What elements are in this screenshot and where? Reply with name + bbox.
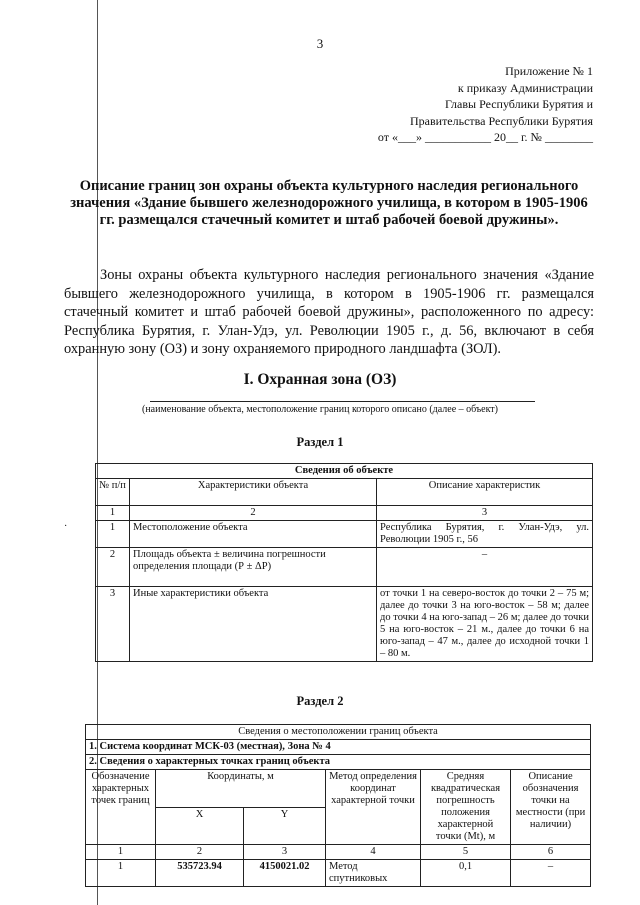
- row-characteristic: Площадь объекта ± величина погрешности определения площади (Р ± ΔР): [130, 548, 377, 587]
- header-designation: Обозначение характерных точек границ: [86, 770, 156, 845]
- underline-divider: [150, 401, 535, 402]
- row-number: 1: [96, 521, 130, 548]
- appendix-line: к приказу Администрации: [457, 80, 593, 95]
- coordinate-x: 535723.94: [156, 860, 244, 887]
- column-number: 2: [156, 845, 244, 860]
- row-number: 3: [96, 587, 130, 662]
- object-caption: (наименование объекта, местоположение границ которого описано (далее – объект): [141, 404, 499, 415]
- header-number: № п/п: [96, 479, 130, 506]
- row-characteristic: Иные характеристики объекта: [130, 587, 377, 662]
- table-row: [96, 548, 593, 587]
- appendix-line: Главы Республики Бурятия и: [445, 97, 593, 111]
- coordinate-system: 1. Система координат МСК-03 (местная), Зона № 4: [86, 740, 591, 755]
- row-description: Республика Бурятия, г. Улан-Удэ, ул. Революции 1905 г., 56: [377, 521, 593, 548]
- appendix-date-line: от «___» ___________ 20__ г. № ________: [377, 130, 593, 144]
- table-row: [96, 521, 593, 548]
- appendix-block: [378, 63, 593, 146]
- row-description: от точки 1 на северо-восток до точки 2 – 75 м; далее до точки 3 на юго-восток – 58 м; далее до точки 4 на юго-запад – 26 м; далее до точки 5 на юго-восток – 21 м., далее до точки 6 на юго-запад – 47 м., далее до исходной точки 1 – 80 м.: [377, 587, 593, 662]
- header-description: Описание характеристик: [377, 479, 593, 506]
- column-number: 2: [130, 506, 377, 521]
- header-x: X: [156, 807, 244, 845]
- table-row: [86, 860, 591, 887]
- page-number: 3: [316, 36, 324, 51]
- point-number: 1: [86, 860, 156, 887]
- column-number: 3: [377, 506, 593, 521]
- column-number: 4: [326, 845, 421, 860]
- column-number: 1: [96, 506, 130, 521]
- row-characteristic: Местоположение объекта: [130, 521, 377, 548]
- section2-title: Раздел 2: [296, 694, 344, 708]
- section-heading: I. Охранная зона (ОЗ): [243, 371, 397, 388]
- table-title: Сведения об объекте: [96, 464, 593, 479]
- column-number: 3: [244, 845, 326, 860]
- point-method: Метод спутниковых: [326, 860, 421, 887]
- coordinate-y: 4150021.02: [244, 860, 326, 887]
- table-row: [96, 587, 593, 662]
- header-method: Метод определения координат характерной точки: [326, 770, 421, 845]
- header-error: Средняя квадратическая погрешность положения характерной точки (Mt), м: [421, 770, 511, 845]
- object-info-table: [95, 463, 593, 662]
- section1-title: Раздел 1: [296, 435, 344, 449]
- appendix-line: Приложение № 1: [505, 64, 593, 78]
- column-number: 6: [511, 845, 591, 860]
- point-error: 0,1: [421, 860, 511, 887]
- intro-paragraph: Зоны охраны объекта культурного наследия регионального значения «Здание бывшего железнодорожного училища, в котором в 1905-1906 гг. размещался стачечный комитет и штаб рабочей боевой дружины», расположенного по адресу: Республика Бурятия, г. Улан-Удэ, ул. Революции 1905 г., д. 56, включают в себя охранную зону (ОЗ) и зону охраняемого природного ландшафта (ЗОЛ).: [64, 267, 594, 357]
- column-number: 5: [421, 845, 511, 860]
- points-title: 2. Сведения о характерных точках границ объекта: [86, 755, 591, 770]
- boundary-points-table: [85, 724, 591, 887]
- appendix-line: Правительства Республики Бурятия: [409, 113, 593, 128]
- header-characteristics: Характеристики объекта: [130, 479, 377, 506]
- point-description: –: [511, 860, 591, 887]
- column-number: 1: [86, 845, 156, 860]
- header-y: Y: [244, 807, 326, 845]
- row-description: –: [377, 548, 593, 587]
- table-title: Сведения о местоположении границ объекта: [86, 725, 591, 740]
- document-title: Описание границ зон охраны объекта культурного наследия регионального значения «Здание бывшего железнодорожного училища, в котором в 1905-1906 гг. размещался стачечный комитет и штаб рабочей боевой дружины».: [70, 178, 588, 228]
- margin-mark: ·: [64, 521, 68, 532]
- row-number: 2: [96, 548, 130, 587]
- header-coordinates: Координаты, м: [156, 770, 326, 808]
- header-point-description: Описание обозначения точки на местности (при наличии): [511, 770, 591, 845]
